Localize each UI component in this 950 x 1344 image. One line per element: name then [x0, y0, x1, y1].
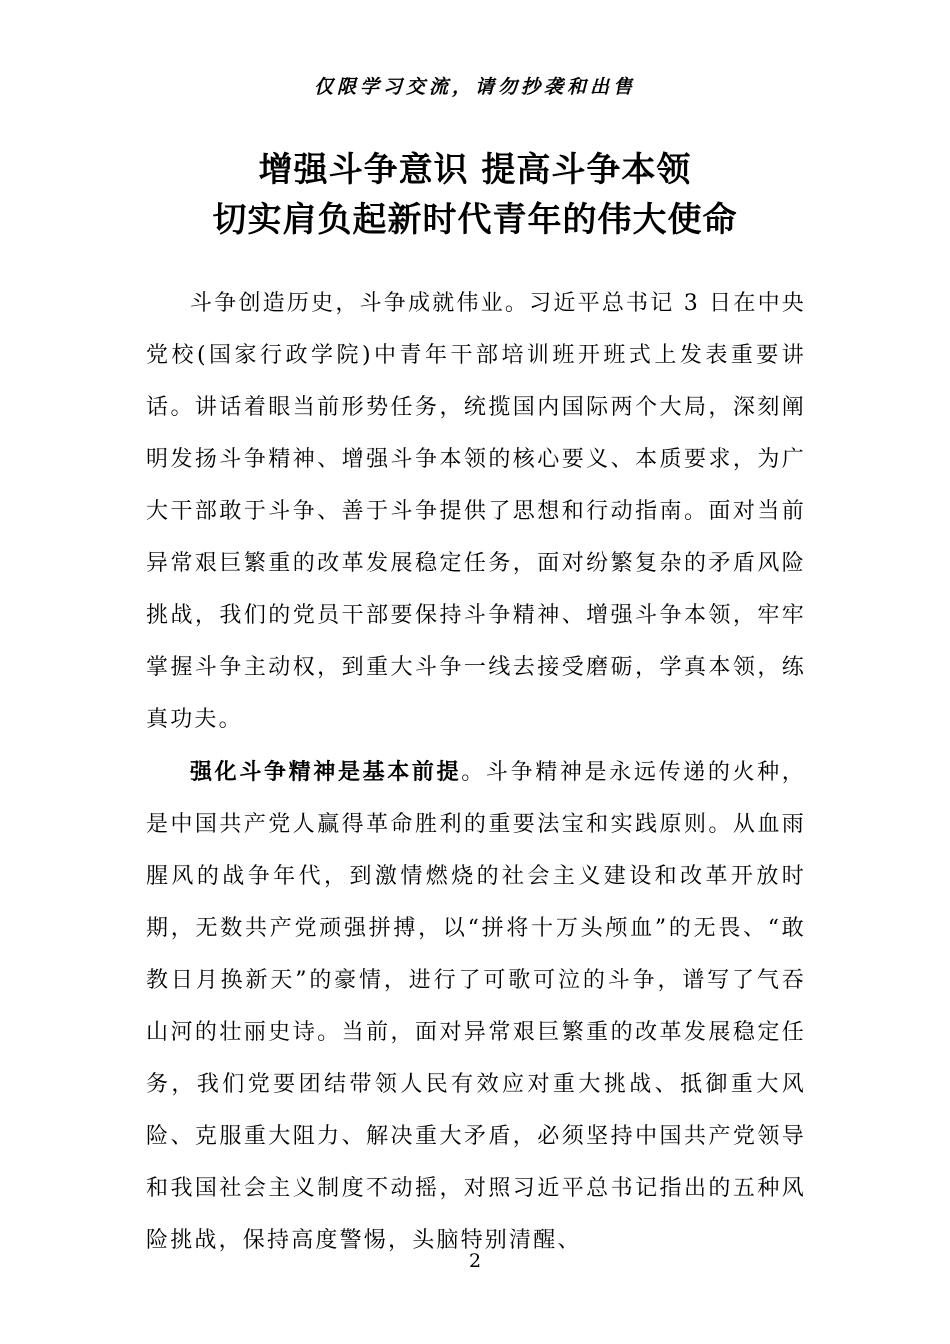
paragraph-2-text: 。斗争精神是永远传递的火种，是中国共产党人赢得革命胜利的重要法宝和实践原则。从血雨腥风的战争年代，到激情燃烧的社会主义建设和改革开放时期，无数共产党顽强拼搏，以“拼将十万头颅血”的无畏、“敢教日月换新天”的豪情，进行了可歌可泣的斗争，谱写了气吞山河的壮丽史诗。当前，面对异常艰巨繁重的改革发展稳定任务，我们党要团结带领人民有效应对重大挑战、抵御重大风险、克服重大阻力、解决重大矛盾，必须坚持中国共产党领导和我国社会主义制度不动摇，对照习近平总书记指出的五种风险挑战，保持高度警惕，头脑特别清醒、 [146, 760, 807, 1253]
title-line-2: 切实肩负起新时代青年的伟大使命 [212, 200, 738, 240]
paragraph-1 [146, 278, 806, 746]
paragraph-1-text: 斗争创造历史，斗争成就伟业。习近平总书记 3 日在中央党校(国家行政学院)中青年干部培训班开班式上发表重要讲话。讲话着眼当前形势任务，统揽国内国际两个大局，深刻阐明发扬斗争精神、增强斗争本领的核心要义、本质要求，为广大干部敢于斗争、善于斗争提供了思想和行动指南。面对当前异常艰巨繁重的改革发展稳定任务，面对纷繁复杂的矛盾风险挑战，我们的党员干部要保持斗争精神、增强斗争本领，牢牢掌握斗争主动权，到重大斗争一线去接受磨砺，学真本领，练真功夫。 [146, 291, 806, 732]
paragraph-2-lead: 强化斗争精神是基本前提 [190, 759, 462, 785]
paragraph-2 [146, 746, 806, 1267]
article-body [146, 278, 806, 1267]
title-line-1: 增强斗争意识 提高斗争本领 [258, 150, 692, 190]
page-number: 2 [468, 1250, 482, 1272]
header-note: 仅限学习交流，请勿抄袭和出售 [313, 76, 636, 98]
